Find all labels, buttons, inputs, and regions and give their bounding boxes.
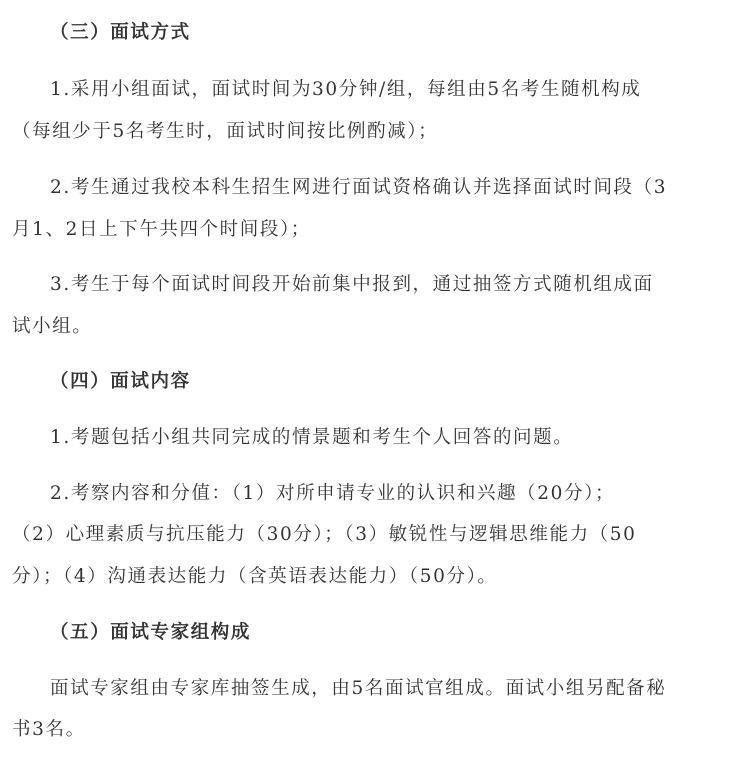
section-heading-interview-method: （三）面试方式 <box>50 22 191 43</box>
paragraph-line: 2.考生通过我校本科生招生网进行面试资格确认并选择面试时间段（3 <box>50 177 668 198</box>
paragraph-line: （每组少于5名考生时，面试时间按比例酌减）； <box>12 121 439 142</box>
section-heading-interview-content: （四）面试内容 <box>50 371 191 392</box>
section-heading-expert-panel: （五）面试专家组构成 <box>50 622 252 643</box>
paragraph-line: 书3名。 <box>12 719 86 740</box>
paragraph-line: 分）；（4）沟通表达能力（含英语表达能力）（50分）。 <box>12 566 498 587</box>
paragraph-line: 月1、2日上下午共四个时间段）； <box>12 219 311 240</box>
paragraph-line: 1.考题包括小组共同完成的情景题和考生个人回答的问题。 <box>50 427 574 448</box>
paragraph-line: 3.考生于每个面试时间段开始前集中报到，通过抽签方式随机组成面 <box>50 274 654 295</box>
paragraph-line: 2.考察内容和分值：（1）对所申请专业的认识和兴趣（20分）； <box>50 483 616 504</box>
paragraph-line: （2）心理素质与抗压能力（30分）；（3）敏锐性与逻辑思维能力（50 <box>12 524 637 545</box>
paragraph-line: 试小组。 <box>12 316 93 337</box>
paragraph-line: 面试专家组由专家库抽签生成，由5名面试官组成。面试小组另配备秘 <box>50 678 667 699</box>
paragraph-line: 1.采用小组面试，面试时间为30分钟/组，每组由5名考生随机构成 <box>50 79 642 100</box>
